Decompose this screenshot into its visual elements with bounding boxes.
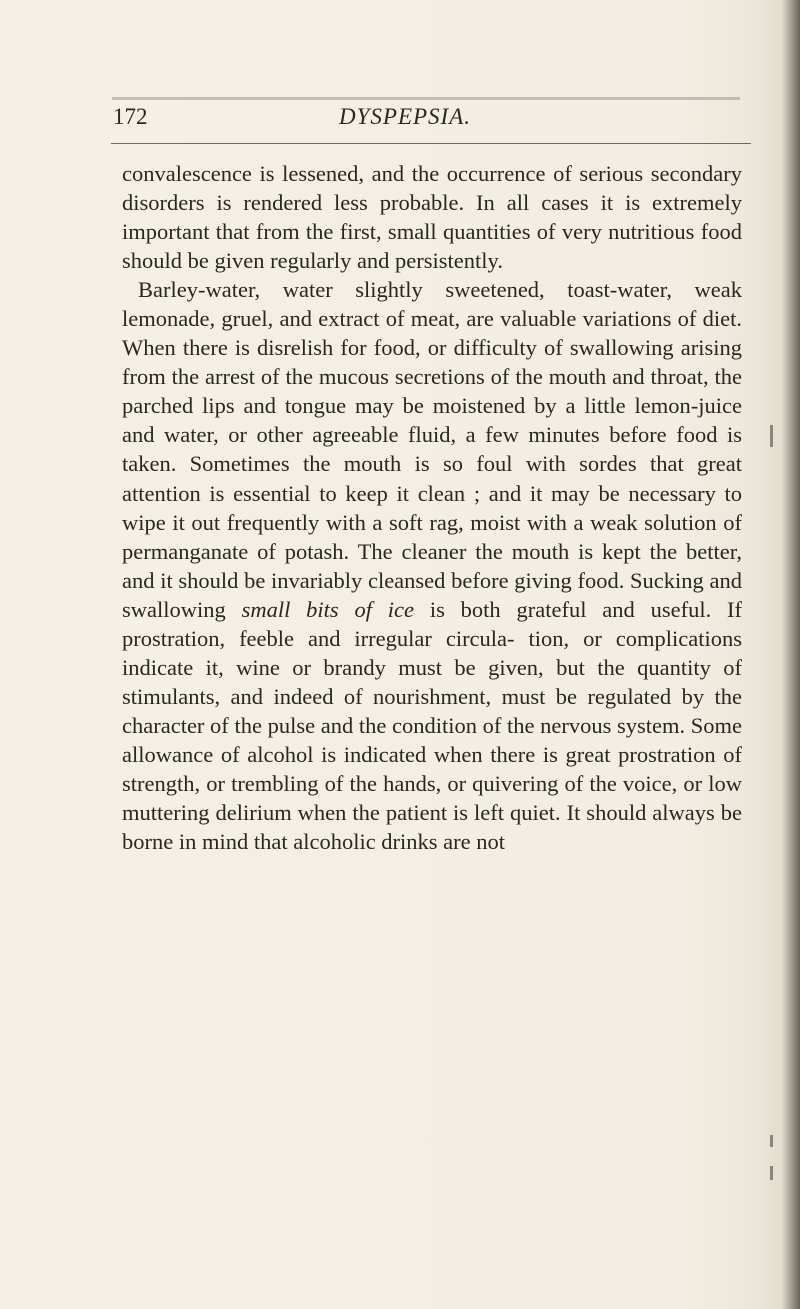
paragraph-1: convalescence is lessened, and the occurrence of serious secondary disorders is rendered less probable. In all cases it is extremely important that from the first, small quantities of very nutritious food should be given regularly and persistently. bbox=[122, 161, 742, 274]
edge-mark bbox=[770, 425, 773, 447]
paragraph-2-italic: small bits of ice bbox=[241, 596, 415, 622]
page-header bbox=[113, 102, 753, 142]
paragraph-2-text-b: is both grateful and useful. If prostration, feeble and irregular circula- tion, or complications indicate it, wine or brandy must be given, but the quantity of stimulants, and indeed of nourishment, must be regulated by the character of the pulse and the condition of the nervous system. Some allowance of alcohol is indicated when there is great prostration of strength, or trembling of the hands, or quivering of the voice, or low muttering delirium when the patient is left quiet. It should always be borne in mind that alcoholic drinks are not bbox=[122, 596, 742, 855]
body-text bbox=[122, 159, 742, 856]
page-binding-edge bbox=[782, 0, 800, 1309]
edge-mark bbox=[770, 1166, 773, 1180]
running-head: DYSPEPSIA. bbox=[339, 104, 472, 129]
paragraph-2 bbox=[122, 275, 742, 856]
header-rule bbox=[111, 143, 751, 144]
page-number: 172 bbox=[113, 104, 148, 129]
paragraph-2-text-a: Barley-water, water slightly sweetened, toast-water, weak lemonade, gruel, and extract of meat, are valuable variations of diet. When there is disrelish for food, or difficulty of swallowing arising from the arrest of the mucous secretions of the mouth and throat, the parched lips and tongue may be moistened by a little lemon-juice and water, or other agreeable fluid, a few minutes before food is taken. Sometimes the mouth is so foul with sordes that great attention is essential to keep it clean ; and it may be necessary to wipe it out frequently with a soft rag, moist with a weak solution of permanganate of potash. The cleaner the mouth is kept the better, and it should be invariably cleansed before giving food. Sucking and swallowing bbox=[122, 277, 742, 622]
edge-mark bbox=[770, 1135, 773, 1147]
top-rule bbox=[112, 97, 740, 100]
